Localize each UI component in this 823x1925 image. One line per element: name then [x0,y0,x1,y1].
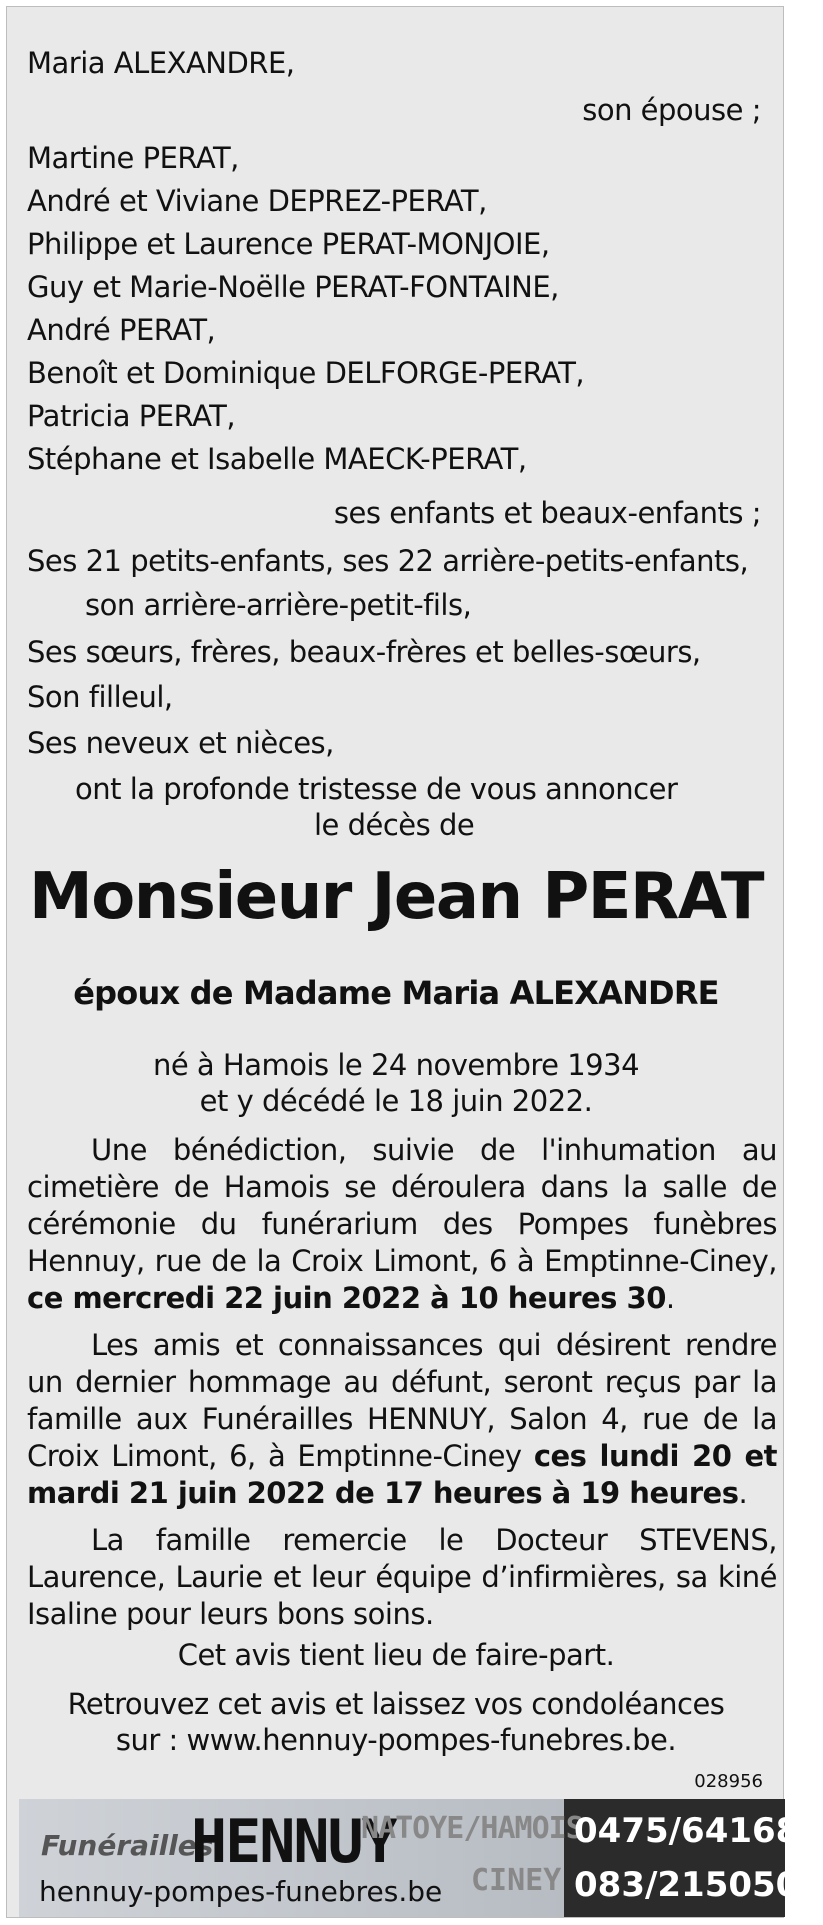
obituary-notice [6,6,823,1918]
family-role: ses enfants et beaux-enfants ; [333,496,761,530]
family-line: son arrière-arrière-petit-fils, [85,588,472,622]
family-line: Ses 21 petits-enfants, ses 22 arrière-petits-enfants, [27,544,749,578]
family-role: son épouse ; [582,93,761,127]
location-ciney-text: CINEY [471,1863,562,1898]
family-line: Benoît et Dominique DELFORGE-PERAT, [27,356,585,390]
family-line: Stéphane et Isabelle MAECK-PERAT, [27,442,527,476]
family-line: Maria ALEXANDRE, [27,46,295,80]
birth-line: né à Hamois le 24 novembre 1934 [152,1048,640,1082]
hennuy-logo: HENNUY [191,1807,396,1877]
thanks-paragraph: La famille remercie le Docteur STEVENS, Laurence, Laurie et leur équipe d’infirmières, sa kiné Isaline pour leurs bons soins. [27,1523,777,1631]
funerailles-text: Funérailles [41,1829,214,1862]
locations-text: NATOYE/HAMOIS [361,1811,583,1846]
funeral-home-banner [19,1799,823,1917]
family-line: Son filleul, [27,680,173,714]
family-line: André PERAT, [27,313,216,347]
condolences-url-line: sur : www.hennuy-pompes-funebres.be. [115,1723,677,1757]
phone-landline[interactable]: 083/215050 [574,1865,800,1905]
family-line: Martine PERAT, [27,141,239,175]
visitation-paragraph: Les amis et connaissances qui désirent rendre un dernier hommage au défunt, seront reçus par la famille aux Funérailles HENNUY, Salon 4, rue de la Croix Limont, 6, à Emptinne-Ciney ces lundi 20 et mardi 21 juin 2022 de 17 heures à 19 heures. [27,1328,777,1510]
announcement-line: le décès de [314,808,475,842]
phone-mobile[interactable]: 0475/641682 [574,1811,823,1851]
faire-part-line: Cet avis tient lieu de faire-part. [177,1638,615,1672]
death-line: et y décédé le 18 juin 2022. [199,1084,593,1118]
family-line: Ses sœurs, frères, beaux-frères et belles-sœurs, [27,635,701,669]
deceased-name: Monsieur Jean PERAT [29,860,763,934]
family-line: André et Viviane DEPREZ-PERAT, [27,184,487,218]
reference-number: 028956 [694,1771,763,1792]
family-line: Patricia PERAT, [27,399,236,433]
banner-url[interactable]: hennuy-pompes-funebres.be [39,1875,443,1908]
family-line: Ses neveux et nièces, [27,726,334,760]
spouse-line: époux de Madame Maria ALEXANDRE [73,974,719,1012]
ceremony-paragraph: Une bénédiction, suivie de l'inhumation au cimetière de Hamois se déroulera dans la salle de cérémonie du funérarium des Pompes funèbres Hennuy, rue de la Croix Limont, 6 à Emptinne-Ciney, ce mercredi 22 juin 2022 à 10 heures 30. [27,1133,777,1315]
announcement-line: ont la profonde tristesse de vous annoncer [75,772,678,806]
family-line: Philippe et Laurence PERAT-MONJOIE, [27,227,550,261]
family-line: Guy et Marie-Noëlle PERAT-FONTAINE, [27,270,559,304]
condolences-line: Retrouvez cet avis et laissez vos condoléances [67,1687,725,1721]
